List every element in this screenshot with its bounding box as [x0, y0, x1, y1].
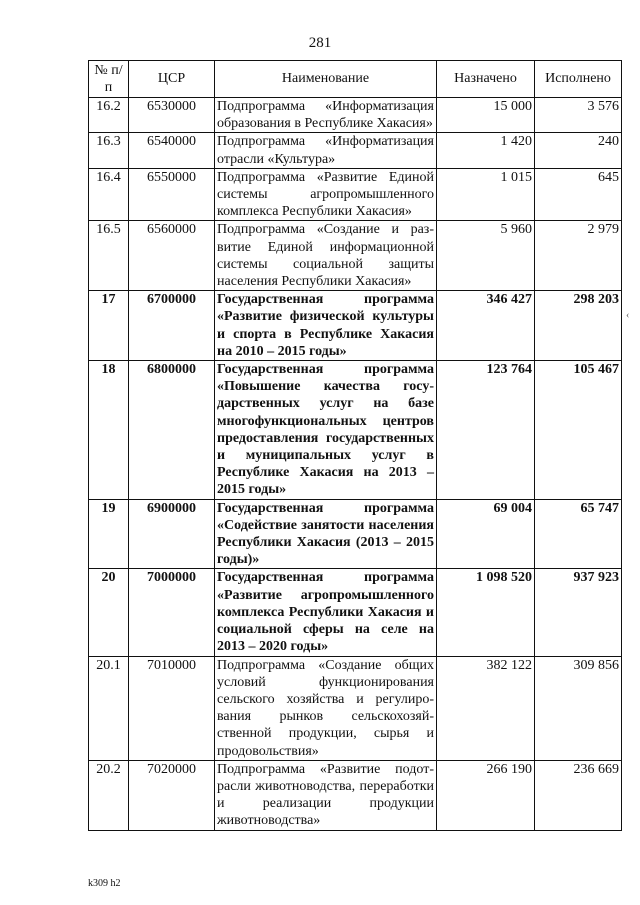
- row-number-cell: 19: [89, 499, 129, 569]
- program-name-cell: Подпрограмма «Создание и развитие Единой информационной системы социальной защиты населения Республики Хакасия»: [215, 221, 437, 291]
- table-row: [89, 499, 622, 569]
- row-number-cell: 16.5: [89, 221, 129, 291]
- table-row: [89, 168, 622, 221]
- assigned-amount-cell: 15 000: [437, 98, 535, 133]
- program-name-cell: Государственная программа «Содействие занятости населения Республики Хакасия (2013 – 2015 годы)»: [215, 499, 437, 569]
- csr-code-cell: 6540000: [129, 133, 215, 168]
- assigned-amount-cell: 69 004: [437, 499, 535, 569]
- csr-code-cell: 6700000: [129, 291, 215, 361]
- row-number-cell: 18: [89, 361, 129, 500]
- table-row: [89, 760, 622, 830]
- assigned-amount-cell: 123 764: [437, 361, 535, 500]
- executed-amount-cell: 65 747: [535, 499, 622, 569]
- program-name-cell: Подпрограмма «Информатизация образования в Республике Хакасия»: [215, 98, 437, 133]
- csr-code-cell: 6900000: [129, 499, 215, 569]
- assigned-amount-cell: 1 015: [437, 168, 535, 221]
- header-name: Наименование: [215, 61, 437, 98]
- executed-amount-cell: 298 203: [535, 291, 622, 361]
- executed-amount-cell: 240: [535, 133, 622, 168]
- program-name-cell: Подпрограмма «Развитие подотрасли животноводства, переработки и реализации продукции животноводства»: [215, 760, 437, 830]
- assigned-amount-cell: 1 420: [437, 133, 535, 168]
- row-number-cell: 20: [89, 569, 129, 656]
- table-row: [89, 656, 622, 760]
- assigned-amount-cell: 266 190: [437, 760, 535, 830]
- table-row: [89, 133, 622, 168]
- row-number-cell: 16.4: [89, 168, 129, 221]
- csr-code-cell: 6560000: [129, 221, 215, 291]
- header-num: № п/п: [89, 61, 129, 98]
- executed-amount-cell: 105 467: [535, 361, 622, 500]
- executed-amount-cell: 236 669: [535, 760, 622, 830]
- executed-amount-cell: 3 576: [535, 98, 622, 133]
- row-number-cell: 16.2: [89, 98, 129, 133]
- csr-code-cell: 7000000: [129, 569, 215, 656]
- executed-amount-cell: 2 979: [535, 221, 622, 291]
- header-assigned: Назначено: [437, 61, 535, 98]
- budget-table: [88, 60, 622, 831]
- csr-code-cell: 6550000: [129, 168, 215, 221]
- row-number-cell: 17: [89, 291, 129, 361]
- csr-code-cell: 7010000: [129, 656, 215, 760]
- assigned-amount-cell: 346 427: [437, 291, 535, 361]
- margin-mark: ‹: [626, 310, 630, 321]
- table-row: [89, 569, 622, 656]
- csr-code-cell: 6530000: [129, 98, 215, 133]
- executed-amount-cell: 309 856: [535, 656, 622, 760]
- assigned-amount-cell: 1 098 520: [437, 569, 535, 656]
- row-number-cell: 16.3: [89, 133, 129, 168]
- table-row: [89, 291, 622, 361]
- header-executed: Исполнено: [535, 61, 622, 98]
- assigned-amount-cell: 382 122: [437, 656, 535, 760]
- program-name-cell: Подпрограмма «Создание общих условий функционирования сельского хозяйства и регулирования рынков сельскохозяйственной продукции, сырья и продовольствия»: [215, 656, 437, 760]
- assigned-amount-cell: 5 960: [437, 221, 535, 291]
- table-header-row: [89, 61, 622, 98]
- program-name-cell: Подпрограмма «Развитие Единой системы агропромышленного комплекса Республики Хакасия»: [215, 168, 437, 221]
- program-name-cell: Государственная программа «Развитие агропромышленного комплекса Республики Хакасия и социальной сферы на селе на 2013 – 2020 годы»: [215, 569, 437, 656]
- table-row: [89, 361, 622, 500]
- program-name-cell: Государственная программа «Развитие физической культуры и спорта в Республике Хакасия на 2010 – 2015 годы»: [215, 291, 437, 361]
- table-row: [89, 221, 622, 291]
- page-number: 281: [308, 35, 332, 51]
- row-number-cell: 20.1: [89, 656, 129, 760]
- csr-code-cell: 6800000: [129, 361, 215, 500]
- header-csr: ЦСР: [129, 61, 215, 98]
- executed-amount-cell: 645: [535, 168, 622, 221]
- program-name-cell: Государственная программа «Повышение качества государственных услуг на базе многофункциональных центров предоставления государственных и муниципальных услуг в Республике Хакасия на 2013 – 2015 годы»: [215, 361, 437, 500]
- row-number-cell: 20.2: [89, 760, 129, 830]
- table-row: [89, 98, 622, 133]
- table-body: [89, 98, 622, 831]
- executed-amount-cell: 937 923: [535, 569, 622, 656]
- program-name-cell: Подпрограмма «Информатизация отрасли «Культура»: [215, 133, 437, 168]
- csr-code-cell: 7020000: [129, 760, 215, 830]
- footer-code: k309 h2: [88, 878, 121, 889]
